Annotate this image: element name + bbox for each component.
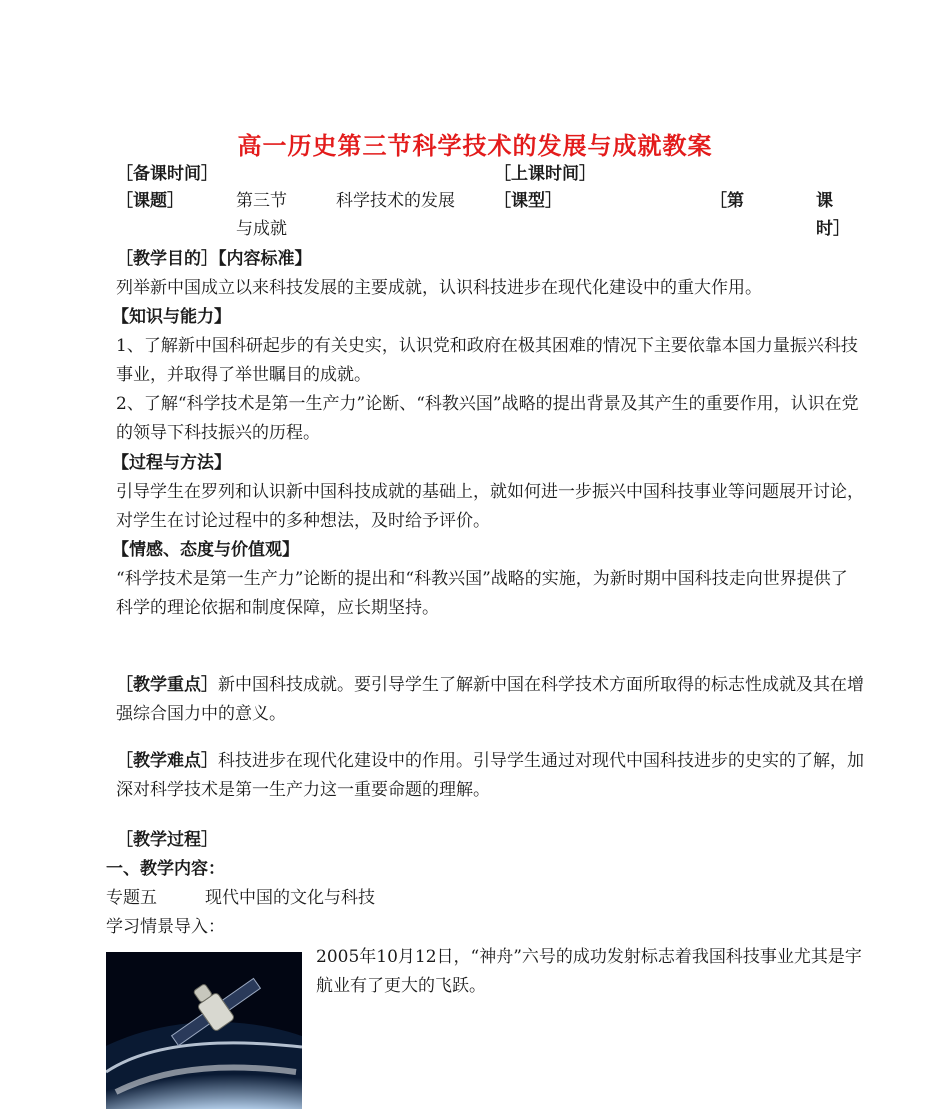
standard-text: 列举新中国成立以来科技发展的主要成就，认识科技进步在现代化建设中的重大作用。 (116, 278, 762, 298)
knowledge-item-2: 2、了解“科学技术是第一生产力”论断、“科教兴国”战略的提出背景及其产生的重要作用，认识在党的领导下科技振兴的历程。 (116, 394, 859, 443)
objectives-label (116, 245, 312, 273)
image-caption: 2005年10月12日，“神舟”六号的成功发射标志着我国科技事业尤其是宇航业有了更大的飞跃。 (316, 947, 862, 996)
spacecraft-image (106, 952, 302, 1109)
emotion-text: “科学技术是第一生产力”论断的提出和“科教兴国”战略的实施，为新时期中国科技走向世界提供了科学的理论依据和制度保障，应长期坚持。 (116, 569, 848, 618)
document-title: 高一历史第三节科学技术的发展与成就教案 (237, 132, 713, 160)
intro-line: 学习情景导入： (106, 917, 225, 937)
key-point-text: 新中国科技成就。要引导学生了解新中国在科学技术方面所取得的标志性成就及其在增强综合国力中的意义。 (116, 675, 864, 724)
prep-time-label: ［备课时间］ (116, 164, 218, 184)
emotion-heading: 【情感、态度与价值观】 (112, 540, 299, 560)
topic-value-1: 第三节 (236, 191, 287, 211)
period-label-start: ［第 (710, 191, 744, 211)
teaching-content-heading: 一、教学内容： (106, 859, 225, 879)
objectives-label-text: ［教学目的］ (116, 249, 218, 269)
knowledge-item-1: 1、了解新中国科研起步的有关史实，认识党和政府在极其困难的情况下主要依靠本国力量振兴科技事业，并取得了举世瞩目的成就。 (116, 336, 858, 385)
standard-heading: 【内容标准】 (218, 249, 312, 269)
unit-line-a: 专题五 (106, 888, 157, 908)
type-label: ［课型］ (494, 191, 562, 211)
teaching-process-label: ［教学过程］ (116, 830, 218, 850)
difficulty-label: ［教学难点］ (116, 751, 218, 771)
difficulty-paragraph (116, 747, 864, 805)
key-point-label: ［教学重点］ (116, 675, 218, 695)
unit-line-b: 现代中国的文化与科技 (205, 888, 375, 908)
class-time-label: ［上课时间］ (494, 164, 596, 184)
topic-value-2: 科学技术的发展 (336, 191, 455, 211)
period-label-mid: 课 (816, 191, 833, 211)
earth-orbit-illustration (106, 952, 302, 1109)
topic-label: ［课题］ (116, 191, 184, 211)
process-heading: 【过程与方法】 (112, 453, 231, 473)
knowledge-heading: 【知识与能力】 (112, 307, 231, 327)
process-text: 引导学生在罗列和认识新中国科技成就的基础上，就如何进一步振兴中国科技事业等问题展开讨论，对学生在讨论过程中的多种想法，及时给予评价。 (116, 482, 864, 531)
topic-value-3: 与成就 (236, 219, 287, 239)
key-point-paragraph (116, 671, 864, 729)
difficulty-text: 科技进步在现代化建设中的作用。引导学生通过对现代中国科技进步的史实的了解，加深对科学技术是第一生产力这一重要命题的理解。 (116, 751, 864, 800)
period-label-end: 时］ (816, 219, 850, 239)
